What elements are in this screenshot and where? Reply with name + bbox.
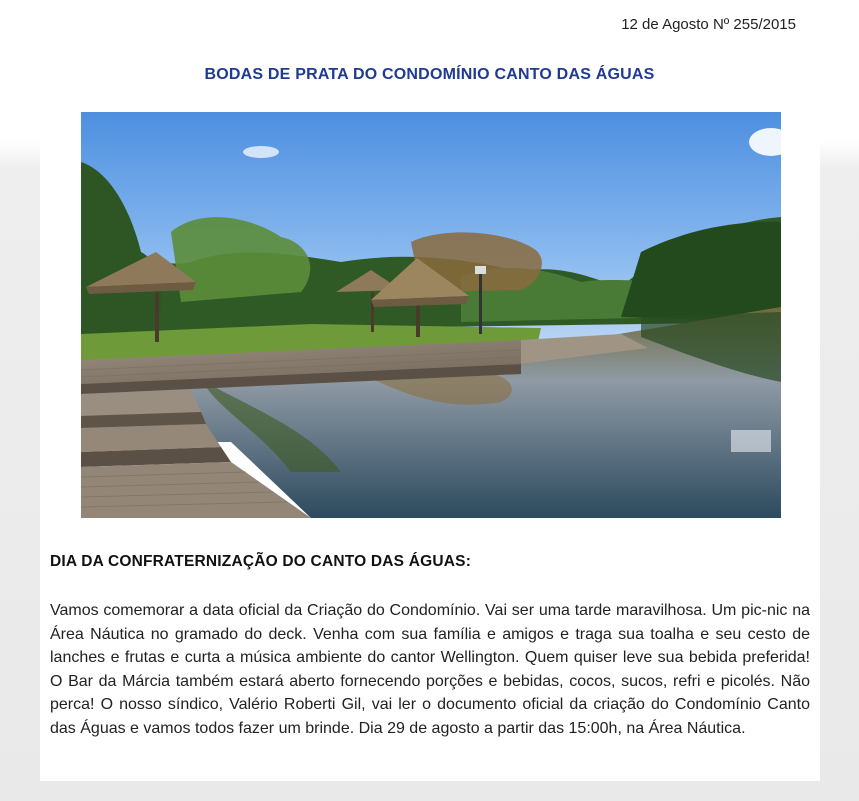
article-title: BODAS DE PRATA DO CONDOMÍNIO CANTO DAS ÁGUAS [204,66,655,83]
lake-deck-photo [81,112,781,518]
section-heading: DIA DA CONFRATERNIZAÇÃO DO CANTO DAS ÁGUAS: [50,553,472,570]
article-body: Vamos comemorar a data oficial da Criação do Condomínio. Vai ser uma tarde maravilhosa. Um pic-nic na Área Náutica no gramado do deck. Venha com sua família e amigos e traga sua toalha e seu cesto de lanches e frutas e curta a música ambiente do cantor Wellington. Quem quiser leve sua bebida preferida! O Bar da Márcia também estará aberto fornecendo porções e bebidas, cocos, sucos, refri e picolés. Não perca! O nosso síndico, Valério Roberti Gil, vai ler o documento oficial da criação do Condomínio Canto das Águas e vamos todos fazer um brinde. Dia 29 de agosto a partir das 15:00h, na Área Náutica. [50,602,810,737]
issue-date-number: 12 de Agosto Nº 255/2015 [621,16,796,33]
